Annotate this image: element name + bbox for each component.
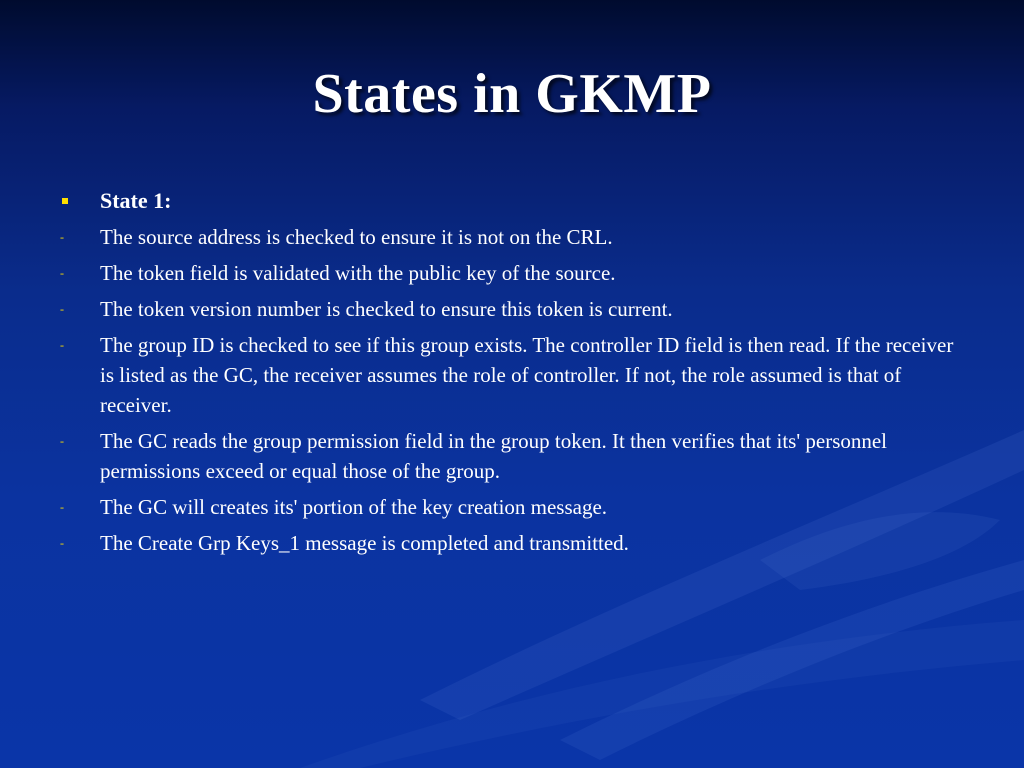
slide-title: States in GKMP — [312, 63, 712, 125]
bullet-list — [58, 186, 958, 564]
dash-bullet-icon: - — [60, 500, 64, 514]
list-item — [58, 528, 958, 558]
dash-bullet-icon: - — [60, 302, 64, 316]
list-item-text: The group ID is checked to see if this group exists. The controller ID field is then read. If the receiver is listed as the GC, the receiver assumes the role of controller. If not, the role assumed is that of receiver. — [100, 333, 954, 417]
dash-bullet-icon: - — [60, 230, 64, 244]
square-bullet-icon — [58, 186, 100, 216]
list-item-text: The GC will creates its' portion of the key creation message. — [100, 495, 608, 519]
list-item — [58, 492, 958, 522]
list-item — [58, 330, 958, 420]
list-item-text: The token version number is checked to ensure this token is current. — [100, 297, 673, 321]
dash-bullet-icon: - — [60, 434, 64, 448]
list-item-text: The token field is validated with the public key of the source. — [100, 261, 616, 285]
list-item — [58, 258, 958, 288]
list-item — [58, 294, 958, 324]
dash-bullet-icon: - — [60, 536, 64, 550]
list-item-text: The GC reads the group permission field in the group token. It then verifies that its' personnel permissions exceed or equal those of the group. — [100, 429, 888, 483]
dash-bullet-icon: - — [60, 266, 64, 280]
list-item — [58, 222, 958, 252]
list-item — [58, 426, 958, 486]
state-heading: State 1: — [100, 188, 172, 213]
list-item-text: The source address is checked to ensure it is not on the CRL. — [100, 225, 613, 249]
state-heading-row — [58, 186, 958, 216]
list-item-text: The Create Grp Keys_1 message is completed and transmitted. — [100, 531, 629, 555]
dash-bullet-icon: - — [60, 338, 64, 352]
